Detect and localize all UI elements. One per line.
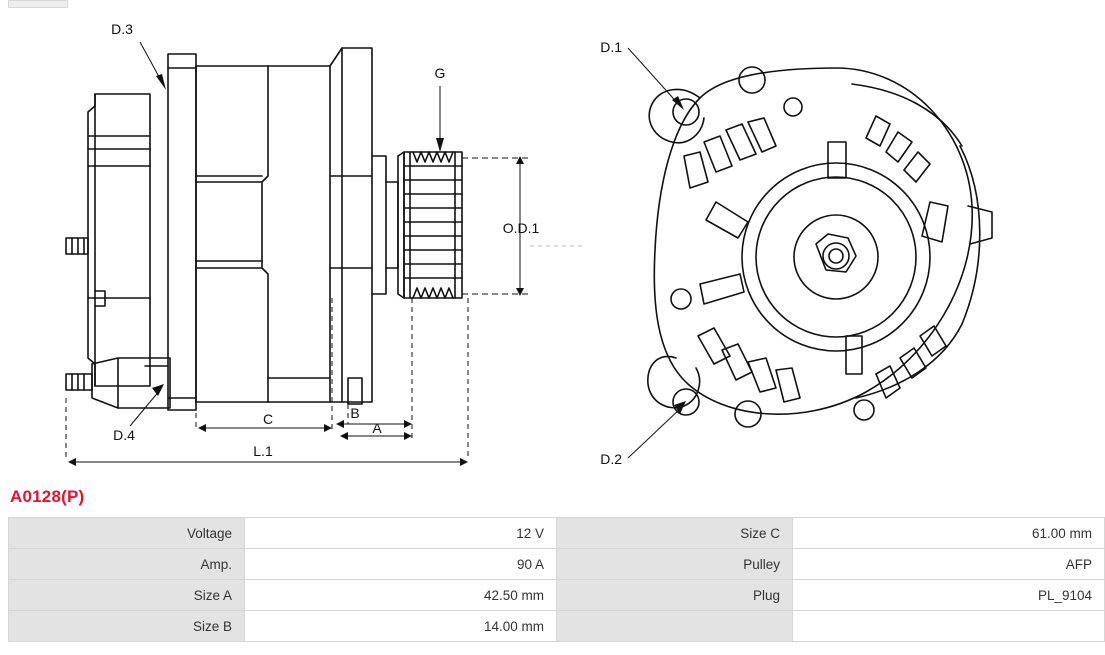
dimension-label-d3: D.3 <box>111 21 133 37</box>
dimension-label-d1: D.1 <box>600 39 622 55</box>
spec-value-size-a: 42.50 mm <box>245 580 557 611</box>
spec-value-plug: PL_9104 <box>793 580 1105 611</box>
spec-value-empty <box>793 611 1105 642</box>
table-row <box>9 580 1105 611</box>
dimension-label-c: C <box>262 411 274 427</box>
table-row <box>9 549 1105 580</box>
spec-value-size-b: 14.00 mm <box>245 611 557 642</box>
spec-value-size-c: 61.00 mm <box>793 518 1105 549</box>
spec-label-empty <box>557 611 793 642</box>
spec-label-size-b: Size B <box>9 611 245 642</box>
dimension-label-od1: O.D.1 <box>502 220 540 236</box>
dimension-label-a: A <box>372 420 382 436</box>
dimension-label-g: G <box>434 65 446 81</box>
dimension-label-d2: D.2 <box>600 451 622 467</box>
spec-label-size-a: Size A <box>9 580 245 611</box>
alternator-technical-drawing <box>0 6 1080 484</box>
spec-value-voltage: 12 V <box>245 518 557 549</box>
spec-value-amp: 90 A <box>245 549 557 580</box>
table-row <box>9 518 1105 549</box>
dimension-label-l1: L.1 <box>253 443 273 459</box>
part-number: A0128(P) <box>10 487 85 506</box>
dimension-label-b: B <box>350 405 360 421</box>
spec-value-pulley: AFP <box>793 549 1105 580</box>
specifications-table <box>8 517 1105 642</box>
spec-label-plug: Plug <box>557 580 793 611</box>
spec-label-voltage: Voltage <box>9 518 245 549</box>
spec-label-pulley: Pulley <box>557 549 793 580</box>
spec-label-size-c: Size C <box>557 518 793 549</box>
spec-label-amp: Amp. <box>9 549 245 580</box>
dimension-label-d4: D.4 <box>113 427 135 443</box>
table-row <box>9 611 1105 642</box>
